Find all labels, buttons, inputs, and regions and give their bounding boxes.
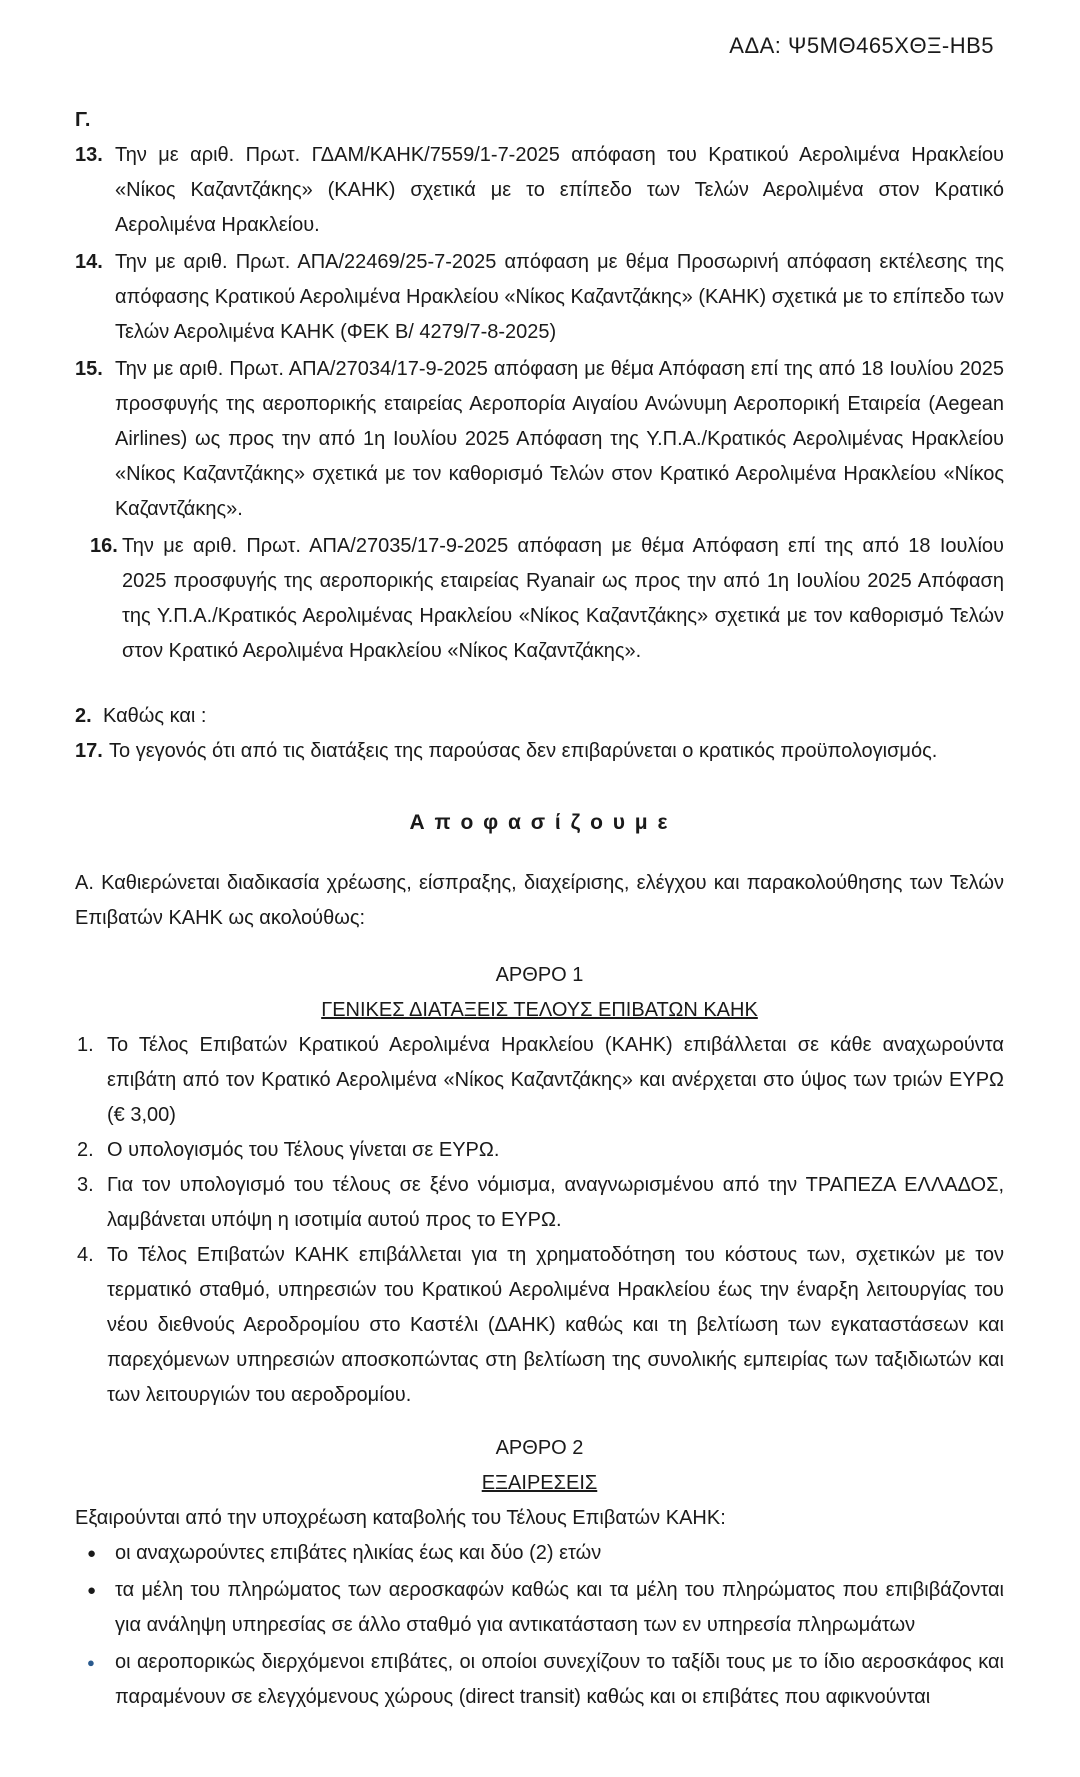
item-number: 1.: [77, 1034, 94, 1056]
article-2-intro: Εξαιρούνται από την υποχρέωση καταβολής του Τέλους Επιβατών ΚΑΗΚ:: [75, 1507, 726, 1529]
reference-text: Την με αριθ. Πρωτ. ΑΠΑ/27034/17-9-2025 απόφαση με θέμα Απόφαση επί της από 18 Ιουλίου 2025 προσφυγής της αεροπορικής εταιρείας Αεροπορία Αιγαίου Ανώνυμη Αεροπορική Εταιρεία (Aegean Airlines) ως προς την από 1η Ιουλίου 2025 Απόφαση της Υ.Π.Α./Κρατικός Αερολιμένας Ηρακλείου «Νίκος Καζαντζάκης» σχετικά με τον καθορισμό Τελών στον Κρατικό Αερολιμένα Ηρακλείου «Νίκος Καζαντζάκης».: [115, 358, 1004, 520]
item-number: 4.: [77, 1244, 94, 1266]
article-1-item-1: [75, 1028, 1004, 1133]
clause-number: 17.: [75, 740, 103, 762]
section-letter: Γ.: [75, 109, 91, 131]
bullet-text: οι αεροπορικώς διερχόμενοι επιβάτες, οι οποίοι συνεχίζουν το ταξίδι τους με το ίδιο αεροσκάφος και παραμένουν σε ελεγχόμενους χώρους (direct transit) καθώς και οι επιβάτες που αφικνούνται: [115, 1651, 1004, 1708]
reference-text: Την με αριθ. Πρωτ. ΑΠΑ/27035/17-9-2025 απόφαση με θέμα Απόφαση επί της από 18 Ιουλίου 2025 προσφυγής της αεροπορικής εταιρείας Ryanair ως προς την από 1η Ιουλίου 2025 Απόφαση της Υ.Π.Α./Κρατικός Αερολιμένας Ηρακλείου «Νίκος Καζαντζάκης» σχετικά με τον καθορισμό Τελών στον Κρατικό Αερολιμένα Ηρακλείου «Νίκος Καζαντζάκης».: [122, 535, 1004, 662]
article-1-item-4: [75, 1238, 1004, 1413]
reference-text: Την με αριθ. Πρωτ. ΑΠΑ/22469/25-7-2025 απόφαση με θέμα Προσωρινή απόφαση εκτέλεσης της απόφασης Κρατικού Αερολιμένα Ηρακλείου «Νίκος Καζαντζάκης» (ΚΑΗΚ) σχετικά με το επίπεδο των Τελών Αερολιμένα ΚΑΗΚ (ΦΕΚ Β/ 4279/7-8-2025): [115, 251, 1004, 343]
article-2-subtitle: ΕΞΑΙΡΕΣΕΙΣ: [481, 1472, 598, 1494]
decision-intro-paragraph: Α. Καθιερώνεται διαδικασία χρέωσης, είσπραξης, διαχείρισης, ελέγχου και παρακολούθησης των Τελών Επιβατών ΚΑΗΚ ως ακολούθως:: [75, 872, 1004, 929]
bullet-icon: ●: [87, 1582, 97, 1599]
reference-item-15: [75, 352, 1004, 527]
item-text: Ο υπολογισμός του Τέλους γίνεται σε ΕΥΡΩ.: [107, 1139, 500, 1161]
reference-number: 14.: [75, 251, 103, 273]
reference-number: 16.: [90, 535, 118, 557]
reference-number: 15.: [75, 358, 103, 380]
item-text: Το Τέλος Επιβατών Κρατικού Αερολιμένα Ηρακλείου (ΚΑΗΚ) επιβάλλεται σε κάθε αναχωρούντα επιβάτη από τον Κρατικό Αερολιμένα «Νίκος Καζαντζάκης» και ανέρχεται στο ύψος των τριών ΕΥΡΩ (€ 3,00): [107, 1034, 1004, 1126]
bullet-icon: ●: [87, 1545, 97, 1562]
item-text: Το Τέλος Επιβατών ΚΑΗΚ επιβάλλεται για τη χρηματοδότηση του κόστους των, σχετικών με τον τερματικό σταθμό, υπηρεσιών του Κρατικού Αερολιμένα Ηρακλείου έως την έναρξη λειτουργίας του νέου διεθνούς Αεροδρομίου στο Καστέλι (ΔΑΗΚ) καθώς και τη βελτίωση των εγκαταστάσεων και παρεχόμενων υπηρεσιών αποσκοπώντας στη βελτίωση της συνολικής εμπειρίας των ταξιδιωτών και των λειτουργιών του αεροδρομίου.: [107, 1244, 1004, 1406]
article-2: [75, 1431, 1004, 1715]
item-number: 2.: [77, 1139, 94, 1161]
decision-heading: Α π ο φ α σ ί ζ ο υ μ ε: [409, 811, 670, 834]
article-2-title: ΑΡΘΡΟ 2: [495, 1437, 584, 1459]
article-1: [75, 958, 1004, 1413]
item-text: Για τον υπολογισμό του τέλους σε ξένο νόμισμα, αναγνωρισμένου από την ΤΡΑΠΕΖΑ ΕΛΛΑΔΟΣ, λαμβάνεται υπόψη η ισοτιμία αυτού προς το ΕΥΡΩ.: [107, 1174, 1004, 1231]
article-1-subtitle: ΓΕΝΙΚΕΣ ΔΙΑΤΑΞΕΙΣ ΤΕΛΟΥΣ ΕΠΙΒΑΤΩΝ ΚΑΗΚ: [321, 999, 758, 1021]
bullet-text: οι αναχωρούντες επιβάτες ηλικίας έως και δύο (2) ετών: [115, 1542, 602, 1564]
reference-item-13: [75, 138, 1004, 243]
reference-item-16: [90, 529, 1004, 669]
bullet-text: τα μέλη του πληρώματος των αεροσκαφών καθώς και τα μέλη του πληρώματος που επιβιβάζονται για ανάληψη υπηρεσίας σε άλλο σταθμό για αντικατάσταση των εν υπηρεσία πληρωμάτων: [115, 1579, 1004, 1636]
clause-17: [75, 734, 1004, 769]
article-1-item-3: [75, 1168, 1004, 1238]
exemption-bullet-2: [75, 1573, 1004, 1643]
reference-text: Την με αριθ. Πρωτ. ΓΔΑΜ/ΚΑΗΚ/7559/1-7-2025 απόφαση του Κρατικού Αερολιμένα Ηρακλείου «Νίκος Καζαντζάκης» (ΚΑΗΚ) σχετικά με το επίπεδο των Τελών Αερολιμένα στον Κρατικό Αερολιμένα Ηρακλείου.: [115, 144, 1004, 236]
reference-number: 13.: [75, 144, 103, 166]
exemption-bullet-1: [75, 1536, 1004, 1571]
ada-code: ΑΔΑ: Ψ5ΜΘ465ΧΘΞ-ΗΒ5: [729, 33, 994, 58]
reference-item-14: [75, 245, 1004, 350]
clause-2: [75, 699, 1004, 734]
exemption-bullet-3: [75, 1645, 1004, 1715]
bullet-icon: ●: [87, 1655, 95, 1670]
article-1-title: ΑΡΘΡΟ 1: [495, 964, 584, 986]
clause-number: 2.: [75, 705, 92, 727]
clause-text: Το γεγονός ότι από τις διατάξεις της παρούσας δεν επιβαρύνεται ο κρατικός προϋπολογισμός.: [109, 740, 938, 762]
clause-text: Καθώς και :: [103, 705, 207, 727]
article-1-item-2: [75, 1133, 1004, 1168]
item-number: 3.: [77, 1174, 94, 1196]
